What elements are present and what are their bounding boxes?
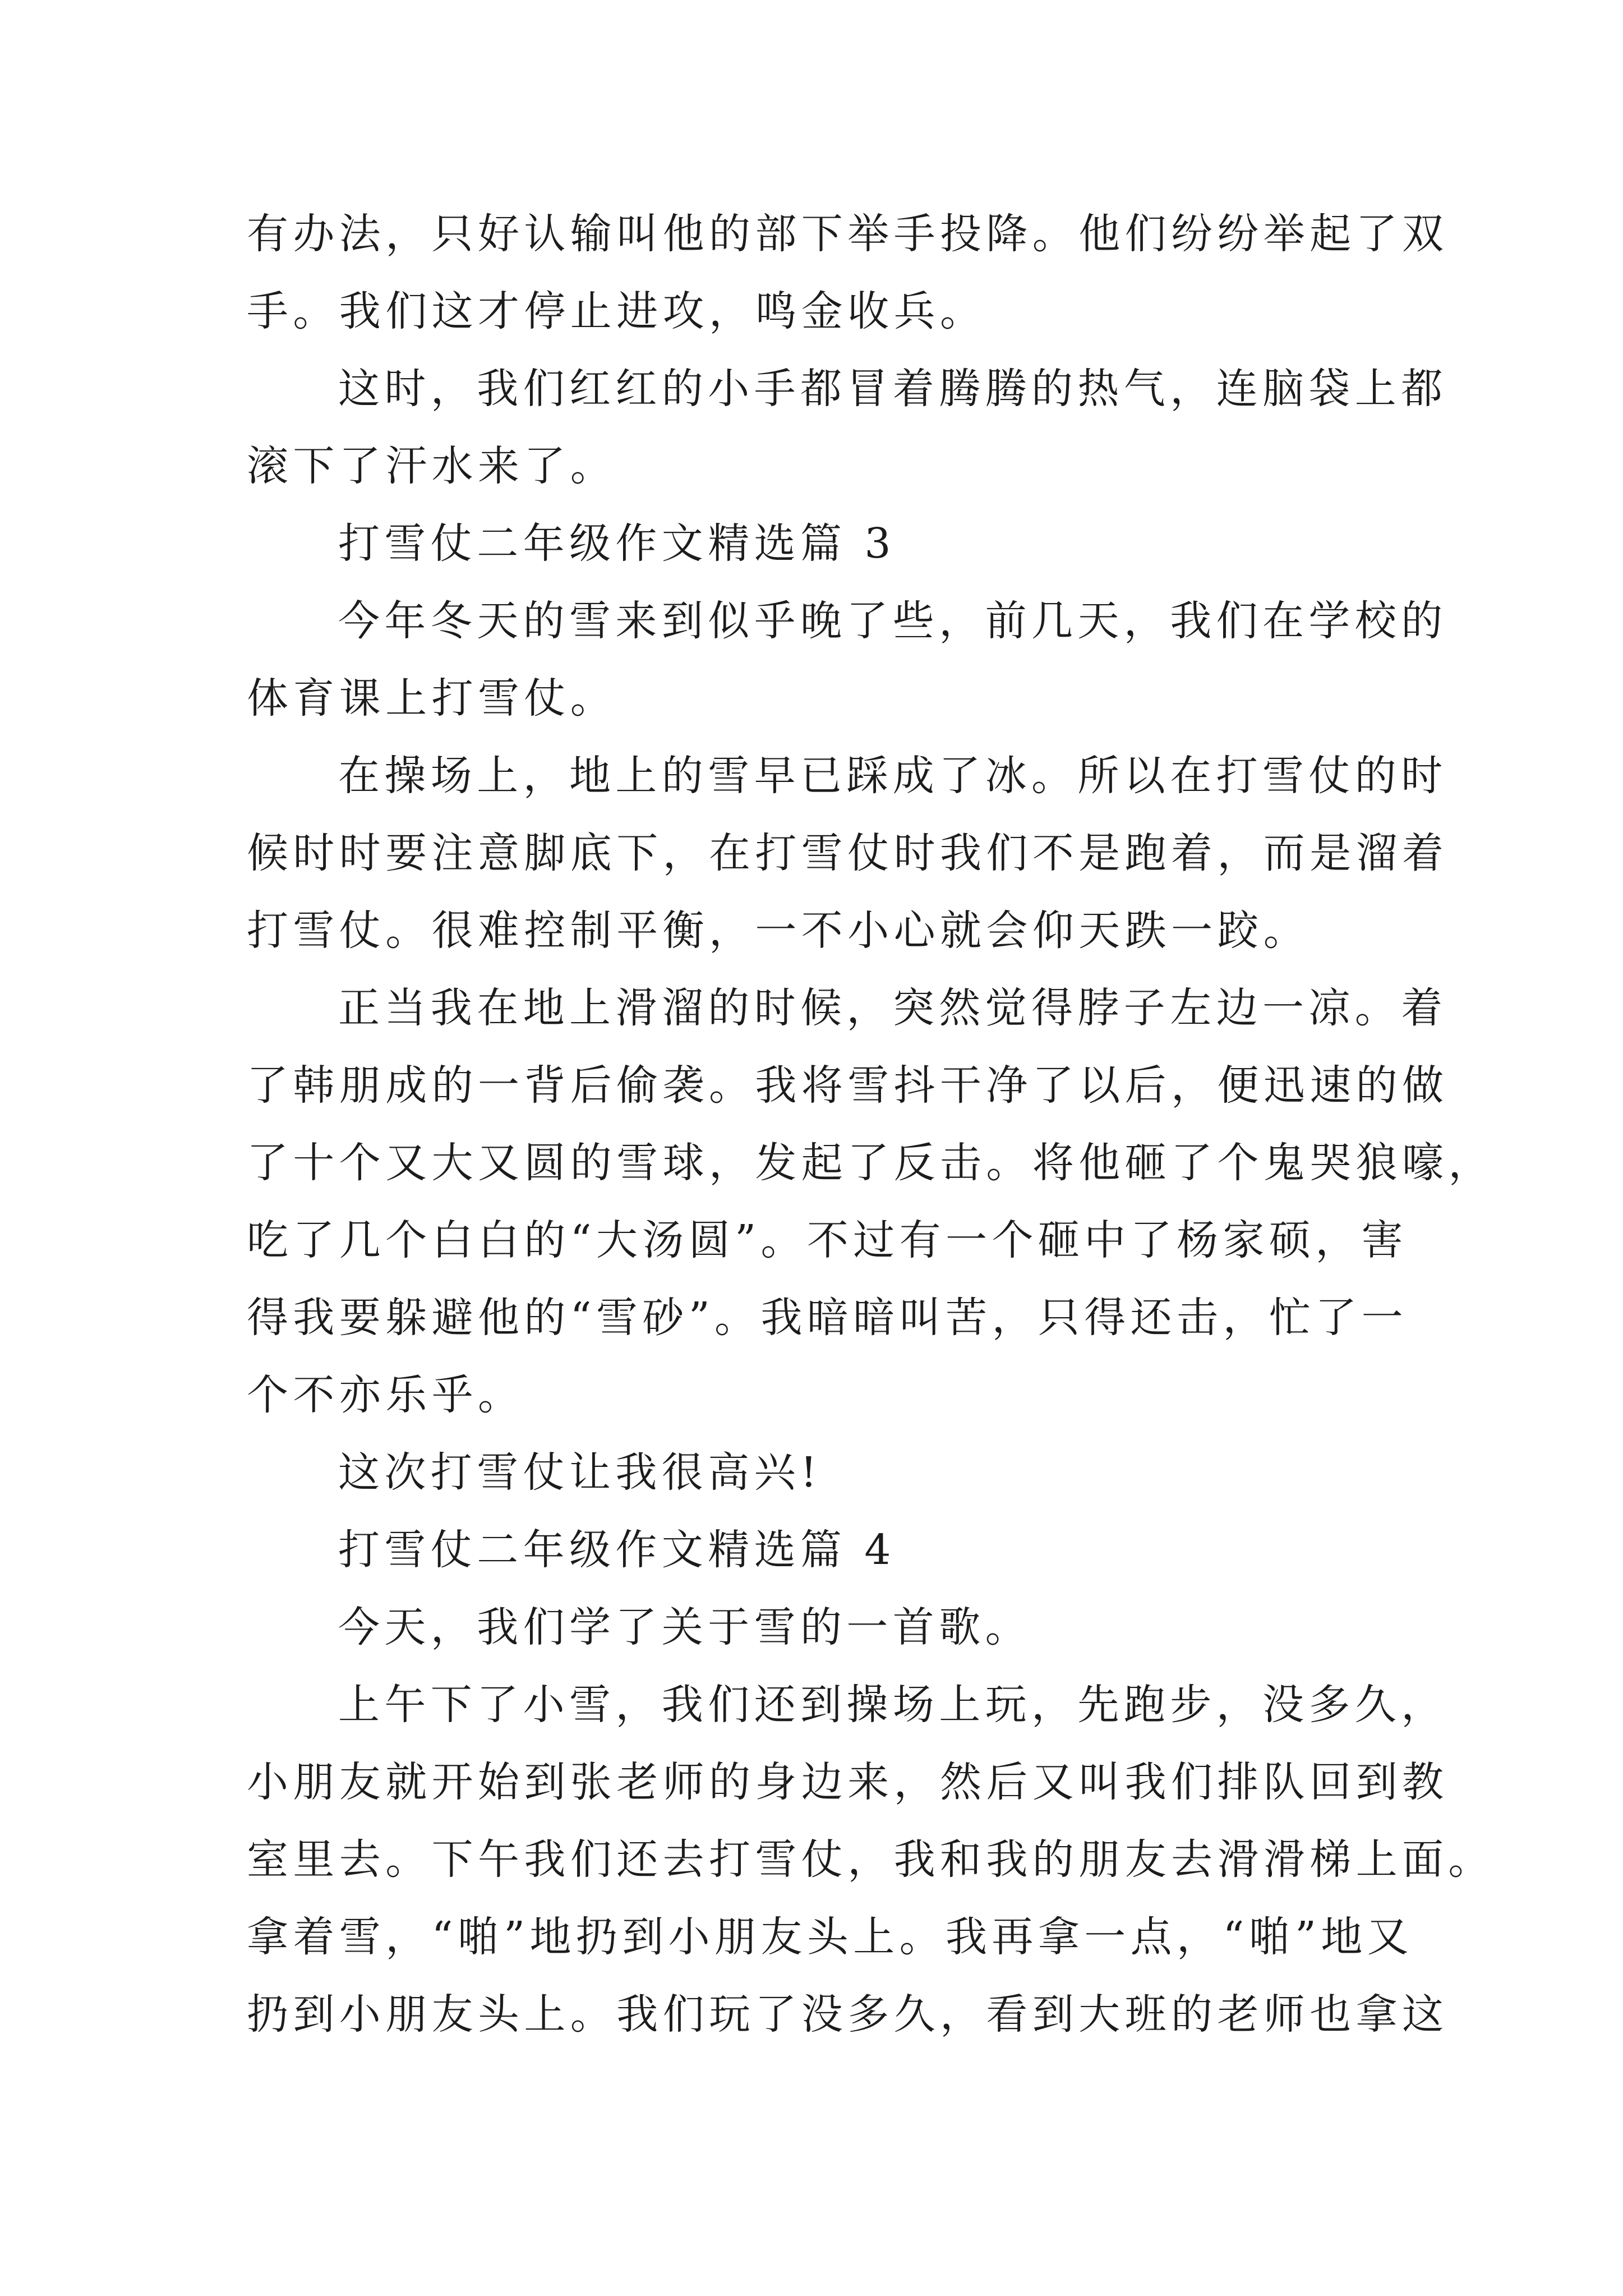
text-line: 滚下了汗水来了。 — [247, 442, 617, 490]
text-line: 吃了几个白白的“大汤圆”。不过有一个砸中了杨家硕，害 — [247, 1216, 1408, 1264]
text-line: 体育课上打雪仗。 — [247, 674, 617, 723]
section-heading: 打雪仗二年级作文精选篇 3 — [338, 519, 896, 568]
text-line: 小朋友就开始到张老师的身边来，然后又叫我们排队回到教 — [247, 1758, 1449, 1806]
text-line: 打雪仗。很难控制平衡，一不小心就会仰天跌一跤。 — [247, 907, 1310, 955]
text-line: 这次打雪仗让我很高兴! — [338, 1448, 822, 1497]
text-line: 这时，我们红红的小手都冒着腾腾的热气，连脑袋上都 — [338, 365, 1447, 413]
text-line: 室里去。下午我们还去打雪仗，我和我的朋友去滑滑梯上面。 — [247, 1835, 1495, 1884]
text-line: 候时时要注意脚底下，在打雪仗时我们不是跑着，而是溜着 — [247, 829, 1449, 877]
text-line: 了十个又大又圆的雪球，发起了反击。将他砸了个鬼哭狼嚎， — [247, 1139, 1495, 1187]
text-line: 今年冬天的雪来到似乎晚了些，前几天，我们在学校的 — [338, 597, 1447, 645]
text-line: 上午下了小雪，我们还到操场上玩，先跑步，没多久， — [338, 1681, 1447, 1729]
text-line: 个不亦乐乎。 — [247, 1371, 524, 1419]
section-heading: 打雪仗二年级作文精选篇 4 — [338, 1526, 896, 1574]
text-line: 了韩朋成的一背后偷袭。我将雪抖干净了以后，便迅速的做 — [247, 1061, 1449, 1110]
text-line: 正当我在地上滑溜的时候，突然觉得脖子左边一凉。着 — [338, 984, 1447, 1032]
text-line: 手。我们这才停止进攻，鸣金收兵。 — [247, 287, 986, 335]
text-line: 在操场上，地上的雪早已踩成了冰。所以在打雪仗的时 — [338, 752, 1447, 800]
text-line: 有办法，只好认输叫他的部下举手投降。他们纷纷举起了双 — [247, 210, 1449, 258]
text-line: 今天，我们学了关于雪的一首歌。 — [338, 1603, 1031, 1651]
text-line: 拿着雪，“啪”地扔到小朋友头上。我再拿一点，“啪”地又 — [247, 1913, 1414, 1961]
text-line: 得我要躲避他的“雪砂”。我暗暗叫苦，只得还击，忙了一 — [247, 1294, 1408, 1342]
text-line: 扔到小朋友头上。我们玩了没多久，看到大班的老师也拿这 — [247, 1990, 1449, 2039]
